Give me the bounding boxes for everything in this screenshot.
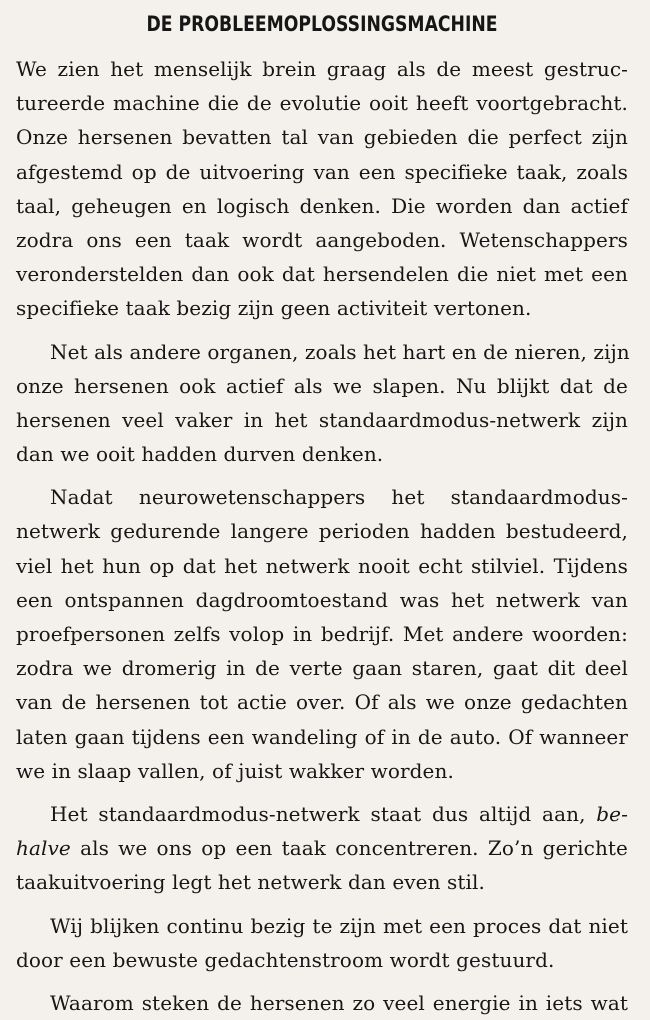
text-line: taal, geheugen en logisch denken. Die worden dan actief [16, 193, 628, 218]
text-line: Onze hersenen bevatten tal van gebieden die perfect zijn [16, 125, 628, 150]
text-line: veronderstelden dan ook dat hersendelen die niet met een [16, 262, 628, 287]
text-line: Nadat neurowetenschappers het standaardmodus- [50, 485, 628, 510]
text-line: netwerk gedurende langere perioden hadden bestudeerd, [16, 519, 628, 544]
text-line: laten gaan tijdens een wandeling of in de auto. Of wanneer [16, 724, 628, 749]
text-line [16, 831, 628, 865]
text-line: we in slaap vallen, of juist wakker worden. [16, 758, 454, 783]
text-line: Waarom steken de hersenen zo veel energie in iets wat [50, 990, 628, 1015]
text-line: tureerde machine die de evolutie ooit heeft voortgebracht. [16, 91, 628, 116]
text-line: zodra ons een taak wordt aangeboden. Wetenschappers [16, 227, 628, 252]
paragraph-4 [16, 797, 628, 900]
paragraph-2 [16, 335, 628, 472]
text-line: Wij blijken continu bezig te zijn met een proces dat niet [50, 913, 628, 938]
text-line: specifieke taak bezig zijn geen activiteit vertonen. [16, 296, 532, 321]
paragraph-6 [16, 986, 628, 1020]
text-line: onze hersenen ook actief als we slapen. Nu blijkt dat de [16, 373, 628, 398]
text-line: Net als andere organen, zoals het hart en de nieren, zijn [50, 339, 630, 364]
text-line: taakuitvoering legt het netwerk dan even stil. [16, 870, 486, 895]
text-line: door een bewuste gedachtenstroom wordt gestuurd. [16, 947, 555, 972]
text-line: afgestemd op de uitvoering van een specifieke taak, zoals [16, 159, 628, 184]
paragraph-5 [16, 909, 628, 977]
text-span: als we ons op een taak concentreren. Zo’n gerichte [80, 836, 628, 861]
italic-text: halve [16, 836, 71, 861]
text-line: van de hersenen tot actie over. Of als we onze gedachten [16, 690, 628, 715]
paragraph-1 [16, 52, 628, 326]
text-line: dan we ooit hadden durven denken. [16, 442, 384, 467]
text-line: viel het hun op dat het netwerk nooit echt stilviel. Tijdens [16, 553, 628, 578]
italic-text: be- [596, 801, 628, 826]
text-line: hersenen veel vaker in het standaardmodus-netwerk zijn [16, 407, 628, 432]
text-line: proefpersonen zelfs volop in bedrijf. Met andere woorden: [16, 622, 628, 646]
text-line: een ontspannen dagdroomtoestand was het netwerk van [16, 587, 628, 612]
text-line: We zien het menselijk brein graag als de meest gestruc- [16, 57, 628, 81]
section-title: DE PROBLEEMOPLOSSINGSMACHINE [146, 12, 498, 36]
text-span: Het standaardmodus-netwerk staat dus altijd aan, [50, 801, 586, 826]
text-line [16, 797, 628, 831]
paragraph-3 [16, 480, 628, 788]
text-line: zodra we dromerig in de verte gaan staren, gaat dit deel [16, 656, 628, 681]
